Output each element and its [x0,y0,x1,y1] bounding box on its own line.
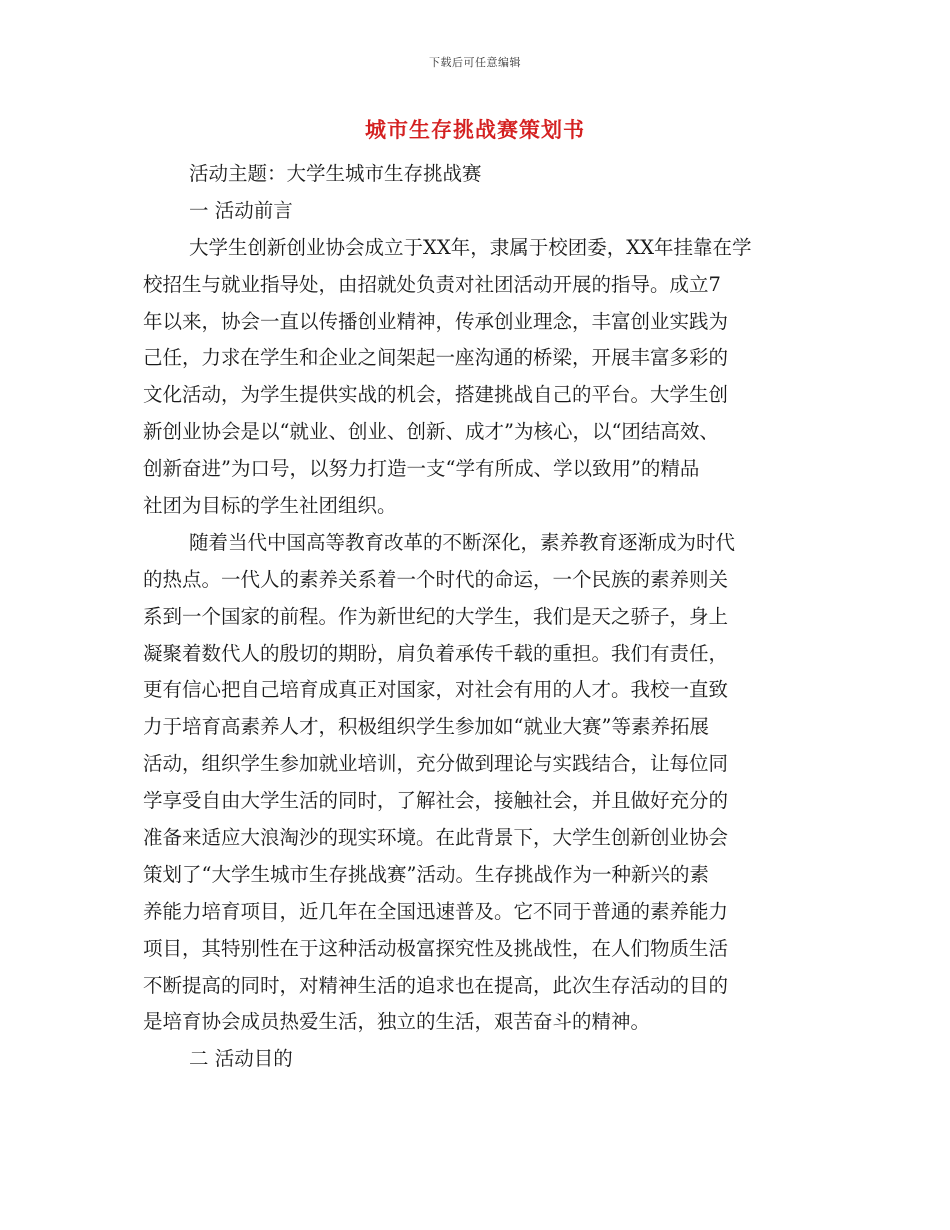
document-title: 城市生存挑战赛策划书 [365,117,585,142]
paragraph-association-intro [143,230,808,525]
paragraph-line: 系到一个国家的前程。作为新世纪的大学生，我们是天之骄子，身上 [143,604,729,628]
paragraph-line: 项目，其特别性在于这种活动极富探究性及挑战性，在人们物质生活 [143,936,729,960]
paragraph-line: 创新奋进”为口号，以努力打造一支“学有所成、学以致用”的精品 [143,457,700,481]
paragraph-line: 的热点。一代人的素养关系着一个时代的命运，一个民族的素养则关 [143,567,729,591]
section-heading-purpose: 二 活动目的 [189,1047,293,1071]
paragraph-line: 不断提高的同时，对精神生活的追求也在提高，此次生存活动的目的 [143,973,729,997]
paragraph-line: 年以来，协会一直以传播创业精神，传承创业理念，丰富创业实践为 [143,309,729,333]
paragraph-line: 策划了“大学生城市生存挑战赛”活动。生存挑战作为一种新兴的素 [143,862,709,886]
document-body [143,156,808,1078]
paragraph-line: 社团为目标的学生社团组织。 [143,494,397,518]
paragraph-line: 准备来适应大浪淘沙的现实环境。在此背景下，大学生创新创业协会 [143,826,729,850]
paragraph-line: 新创业协会是以“就业、创业、创新、成才”为核心，以“团结高效、 [143,420,719,444]
paragraph-line: 是培育协会成员热爱生活，独立的生活，艰苦奋斗的精神。 [143,1010,651,1034]
paragraph-line: 凝聚着数代人的殷切的期盼，肩负着承传千载的重担。我们有责任， [143,641,729,665]
paragraph-line: 学享受自由大学生活的同时，了解社会，接触社会，并且做好充分的 [143,789,729,813]
paragraph-line: 文化活动，为学生提供实战的机会，搭建挑战自己的平台。大学生创 [143,383,729,407]
paragraph-line: 更有信心把自己培育成真正对国家，对社会有用的人才。我校一直致 [143,678,729,702]
paragraph-line: 活动，组织学生参加就业培训，充分做到理论与实践结合，让每位同 [143,752,729,776]
paragraph-line: 校招生与就业指导处，由招就处负责对社团活动开展的指导。成立7 [143,272,721,296]
paragraph-line: 大学生创新创业协会成立于XX年，隶属于校团委，XX年挂靠在学 [189,235,752,259]
paragraph-background [143,525,808,1041]
paragraph-line: 力于培育高素养人才，积极组织学生参加如“就业大赛”等素养拓展 [143,715,709,739]
paragraph-line: 养能力培育项目，近几年在全国迅速普及。它不同于普通的素养能力 [143,899,729,923]
theme-line: 活动主题：大学生城市生存挑战赛 [189,162,482,185]
section-heading-foreword: 一 活动前言 [189,198,293,222]
header-note: 下载后可任意编辑 [429,56,521,69]
paragraph-line: 随着当代中国高等教育改革的不断深化，素养教育逐渐成为时代 [189,530,736,554]
paragraph-line: 己任，力求在学生和企业之间架起一座沟通的桥梁，开展丰富多彩的 [143,346,729,370]
